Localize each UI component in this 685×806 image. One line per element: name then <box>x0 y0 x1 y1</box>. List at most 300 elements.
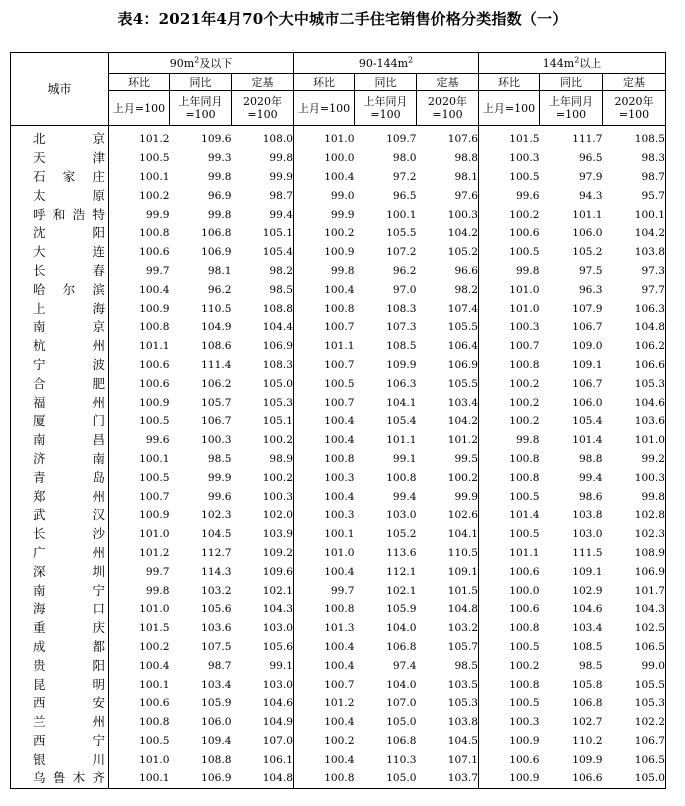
index-value: 103.5 <box>417 675 479 694</box>
index-value: 105.5 <box>603 675 666 694</box>
city-name: 乌鲁木齐 <box>11 769 109 788</box>
index-value: 101.2 <box>139 546 170 559</box>
city-name: 广州 <box>11 544 109 563</box>
index-value: 100.2 <box>509 659 540 672</box>
index-value: 106.7 <box>201 415 232 428</box>
index-value: 106.0 <box>572 227 603 240</box>
index-value: 108.3 <box>232 356 294 375</box>
index-value: 100.8 <box>509 471 540 484</box>
index-value: 103.4 <box>201 678 232 691</box>
index-value: 97.4 <box>392 659 417 672</box>
index-value: 98.5 <box>417 656 479 675</box>
index-value: 102.1 <box>386 584 417 597</box>
index-value: 106.7 <box>603 732 666 751</box>
table-row <box>11 205 666 224</box>
index-value: 99.3 <box>207 152 232 165</box>
index-value: 105.3 <box>603 694 666 713</box>
index-value: 98.1 <box>417 168 479 187</box>
index-value: 105.4 <box>232 243 294 262</box>
index-value: 109.6 <box>232 562 294 581</box>
index-value: 114.3 <box>201 565 232 578</box>
index-value: 100.2 <box>509 377 540 390</box>
index-value: 96.9 <box>207 189 232 202</box>
index-value: 108.5 <box>572 640 603 653</box>
index-value: 101.2 <box>139 133 170 146</box>
index-value: 109.0 <box>572 340 603 353</box>
index-value: 100.2 <box>232 431 294 450</box>
index-value: 106.0 <box>572 396 603 409</box>
index-value: 100.1 <box>139 452 170 465</box>
index-value: 110.5 <box>417 544 479 563</box>
index-value: 97.7 <box>603 280 666 299</box>
index-value: 100.9 <box>139 302 170 315</box>
table-row <box>11 487 666 506</box>
index-value: 100.4 <box>324 640 355 653</box>
index-value: 104.8 <box>603 318 666 337</box>
index-value: 101.1 <box>572 208 603 221</box>
index-value: 100.2 <box>139 640 170 653</box>
index-value: 106.7 <box>572 377 603 390</box>
index-value: 109.2 <box>232 544 294 563</box>
index-value: 109.6 <box>201 133 232 146</box>
index-value: 105.6 <box>232 638 294 657</box>
table-row <box>11 243 666 262</box>
index-value: 108.3 <box>386 302 417 315</box>
index-value: 105.2 <box>572 246 603 259</box>
index-value: 100.8 <box>294 769 355 788</box>
index-value: 100.1 <box>603 205 666 224</box>
index-value: 101.0 <box>324 133 355 146</box>
index-value: 100.7 <box>324 396 355 409</box>
city-name: 太原 <box>11 186 109 205</box>
city-name: 上海 <box>11 299 109 318</box>
table-row <box>11 544 666 563</box>
index-value: 97.2 <box>392 170 417 183</box>
header-sub-0: 环比 <box>479 74 540 91</box>
index-value: 98.6 <box>578 490 603 503</box>
index-value: 104.2 <box>603 224 666 243</box>
index-value: 98.3 <box>603 149 666 168</box>
index-value: 106.2 <box>201 377 232 390</box>
index-value: 103.0 <box>386 509 417 522</box>
index-value: 99.8 <box>515 434 540 447</box>
index-value: 100.6 <box>509 565 540 578</box>
table-header <box>11 53 666 126</box>
index-value: 98.2 <box>232 262 294 281</box>
index-value: 99.6 <box>515 189 540 202</box>
index-value: 107.9 <box>572 302 603 315</box>
index-value: 100.8 <box>324 452 355 465</box>
index-value: 100.5 <box>509 490 540 503</box>
index-value: 96.5 <box>578 152 603 165</box>
index-value: 99.9 <box>330 208 355 221</box>
index-value: 98.1 <box>207 264 232 277</box>
index-value: 100.3 <box>509 716 540 729</box>
table-row <box>11 675 666 694</box>
index-value: 101.4 <box>572 434 603 447</box>
index-value: 100.2 <box>232 468 294 487</box>
index-value: 109.9 <box>572 753 603 766</box>
table-row <box>11 337 666 356</box>
index-value: 109.1 <box>572 565 603 578</box>
index-value: 95.7 <box>603 186 666 205</box>
index-value: 103.2 <box>417 619 479 638</box>
index-value: 99.8 <box>603 487 666 506</box>
index-value: 104.3 <box>232 600 294 619</box>
index-value: 100.8 <box>139 321 170 334</box>
index-value: 102.6 <box>417 506 479 525</box>
table-row <box>11 393 666 412</box>
index-value: 108.8 <box>232 299 294 318</box>
index-value: 108.9 <box>603 544 666 563</box>
index-value: 107.3 <box>386 321 417 334</box>
index-value: 96.5 <box>392 189 417 202</box>
index-value: 104.4 <box>232 318 294 337</box>
index-value: 100.4 <box>324 565 355 578</box>
index-value: 112.1 <box>386 565 417 578</box>
index-value: 103.0 <box>232 619 294 638</box>
index-value: 97.5 <box>578 264 603 277</box>
group-header-medium: $90-144m^2$ <box>294 53 479 74</box>
index-value: 100.9 <box>139 509 170 522</box>
index-value: 106.6 <box>540 769 603 788</box>
index-value: 106.5 <box>603 638 666 657</box>
city-name: 贵阳 <box>11 656 109 675</box>
index-value: 106.0 <box>201 716 232 729</box>
index-value: 100.0 <box>324 152 355 165</box>
index-value: 109.1 <box>417 562 479 581</box>
index-value: 106.4 <box>417 337 479 356</box>
header-sub-0: 环比 <box>294 74 355 91</box>
index-value: 97.6 <box>417 186 479 205</box>
index-value: 104.2 <box>417 412 479 431</box>
index-value: 100.5 <box>509 528 540 541</box>
index-value: 100.7 <box>324 358 355 371</box>
index-value: 99.6 <box>145 434 170 447</box>
index-value: 100.4 <box>139 283 170 296</box>
table-row <box>11 374 666 393</box>
index-value: 100.4 <box>324 434 355 447</box>
index-value: 105.8 <box>572 678 603 691</box>
index-value: 100.6 <box>139 697 170 710</box>
city-name: 厦门 <box>11 412 109 431</box>
city-name: 成都 <box>11 638 109 657</box>
index-value: 99.1 <box>232 656 294 675</box>
header-city: 城市 <box>11 53 109 126</box>
index-value: 100.5 <box>139 734 170 747</box>
index-value: 107.1 <box>417 750 479 769</box>
index-value: 94.3 <box>578 189 603 202</box>
city-name: 南昌 <box>11 431 109 450</box>
index-value: 100.8 <box>509 622 540 635</box>
index-value: 104.1 <box>417 525 479 544</box>
index-value: 100.4 <box>324 659 355 672</box>
table-row <box>11 450 666 469</box>
city-name: 青岛 <box>11 468 109 487</box>
index-value: 106.6 <box>603 356 666 375</box>
index-value: 96.2 <box>207 283 232 296</box>
index-value: 107.0 <box>386 697 417 710</box>
header-base-2: 2020年 =100 <box>232 91 294 126</box>
index-value: 105.5 <box>417 318 479 337</box>
index-value: 99.8 <box>330 264 355 277</box>
index-value: 104.3 <box>603 600 666 619</box>
index-value: 102.7 <box>572 716 603 729</box>
city-name: 深圳 <box>11 562 109 581</box>
table-row <box>11 186 666 205</box>
index-value: 105.1 <box>232 412 294 431</box>
index-value: 99.9 <box>145 208 170 221</box>
index-value: 106.3 <box>386 377 417 390</box>
city-name: 宁波 <box>11 356 109 375</box>
index-value: 102.1 <box>232 581 294 600</box>
index-value: 101.1 <box>386 434 417 447</box>
header-sub-2: 定基 <box>417 74 479 91</box>
index-value: 98.5 <box>207 452 232 465</box>
city-name: 兰州 <box>11 713 109 732</box>
index-value: 101.3 <box>324 622 355 635</box>
city-name: 海口 <box>11 600 109 619</box>
city-name: 长沙 <box>11 525 109 544</box>
header-base-2: 2020年 =100 <box>603 91 666 126</box>
table-row <box>11 525 666 544</box>
index-value: 99.0 <box>603 656 666 675</box>
index-value: 99.8 <box>207 170 232 183</box>
index-value: 106.5 <box>603 750 666 769</box>
table-row <box>11 356 666 375</box>
index-value: 104.6 <box>603 393 666 412</box>
index-value: 99.7 <box>330 584 355 597</box>
index-value: 109.1 <box>572 358 603 371</box>
index-value: 99.8 <box>515 264 540 277</box>
index-value: 105.5 <box>386 227 417 240</box>
index-value: 102.3 <box>603 525 666 544</box>
index-value: 100.6 <box>139 377 170 390</box>
index-value: 104.0 <box>386 622 417 635</box>
index-value: 104.0 <box>386 678 417 691</box>
table-row <box>11 299 666 318</box>
index-value: 100.0 <box>509 584 540 597</box>
index-value: 100.5 <box>324 377 355 390</box>
index-value: 102.9 <box>572 584 603 597</box>
index-value: 107.6 <box>417 126 479 149</box>
index-value: 104.6 <box>232 694 294 713</box>
index-value: 100.8 <box>386 471 417 484</box>
index-value: 101.1 <box>139 340 170 353</box>
index-value: 100.3 <box>509 321 540 334</box>
city-name: 南宁 <box>11 581 109 600</box>
index-value: 100.4 <box>139 659 170 672</box>
city-name: 杭州 <box>11 337 109 356</box>
index-value: 100.8 <box>139 227 170 240</box>
index-value: 110.3 <box>386 753 417 766</box>
table-row <box>11 280 666 299</box>
index-value: 113.6 <box>386 546 417 559</box>
index-value: 102.3 <box>201 509 232 522</box>
index-value: 102.2 <box>603 713 666 732</box>
index-value: 100.8 <box>509 678 540 691</box>
index-value: 104.9 <box>232 713 294 732</box>
index-value: 98.2 <box>417 280 479 299</box>
index-value: 104.1 <box>386 396 417 409</box>
header-base-2: 2020年 =100 <box>417 91 479 126</box>
index-value: 105.3 <box>417 694 479 713</box>
index-value: 109.4 <box>201 734 232 747</box>
index-value: 100.5 <box>509 170 540 183</box>
city-name: 银川 <box>11 750 109 769</box>
index-value: 101.5 <box>417 581 479 600</box>
index-value: 100.1 <box>139 170 170 183</box>
index-value: 105.5 <box>417 374 479 393</box>
table-row <box>11 262 666 281</box>
index-value: 100.1 <box>324 528 355 541</box>
index-value: 105.9 <box>201 697 232 710</box>
city-name: 天津 <box>11 149 109 168</box>
city-name: 福州 <box>11 393 109 412</box>
index-value: 106.8 <box>386 640 417 653</box>
index-value: 104.2 <box>417 224 479 243</box>
city-name: 郑州 <box>11 487 109 506</box>
index-value: 100.6 <box>509 603 540 616</box>
index-value: 96.3 <box>578 283 603 296</box>
index-value: 100.7 <box>324 678 355 691</box>
index-value: 106.9 <box>170 769 232 788</box>
table-row <box>11 224 666 243</box>
index-value: 99.9 <box>232 168 294 187</box>
index-value: 102.8 <box>603 506 666 525</box>
table-row <box>11 656 666 675</box>
index-value: 102.0 <box>232 506 294 525</box>
index-value: 99.8 <box>232 149 294 168</box>
index-value: 103.8 <box>603 243 666 262</box>
index-value: 106.3 <box>603 299 666 318</box>
index-value: 101.0 <box>139 528 170 541</box>
index-value: 100.2 <box>509 396 540 409</box>
index-value: 100.9 <box>139 396 170 409</box>
index-value: 99.7 <box>145 565 170 578</box>
index-value: 103.0 <box>572 528 603 541</box>
city-name: 北京 <box>11 126 109 149</box>
index-value: 99.8 <box>207 208 232 221</box>
index-value: 108.6 <box>201 340 232 353</box>
index-value: 106.9 <box>232 337 294 356</box>
index-value: 105.9 <box>386 603 417 616</box>
index-value: 103.0 <box>232 675 294 694</box>
index-value: 97.9 <box>578 170 603 183</box>
index-value: 100.5 <box>139 152 170 165</box>
index-value: 100.4 <box>324 283 355 296</box>
index-value: 106.8 <box>201 227 232 240</box>
index-value: 99.9 <box>417 487 479 506</box>
index-value: 111.5 <box>572 546 603 559</box>
index-value: 100.2 <box>324 227 355 240</box>
index-value: 100.9 <box>479 769 540 788</box>
index-value: 106.9 <box>417 356 479 375</box>
index-value: 105.0 <box>355 769 417 788</box>
city-name: 济南 <box>11 450 109 469</box>
index-value: 100.5 <box>509 640 540 653</box>
index-value: 100.7 <box>509 340 540 353</box>
table-row <box>11 412 666 431</box>
index-value: 100.8 <box>509 358 540 371</box>
index-value: 101.4 <box>509 509 540 522</box>
table-row <box>11 600 666 619</box>
index-value: 100.6 <box>509 753 540 766</box>
table-row <box>11 431 666 450</box>
index-value: 99.0 <box>330 189 355 202</box>
index-value: 100.5 <box>509 246 540 259</box>
index-value: 97.0 <box>392 283 417 296</box>
index-value: 99.4 <box>232 205 294 224</box>
index-value: 101.5 <box>139 622 170 635</box>
header-sub-2: 定基 <box>603 74 666 91</box>
index-value: 99.1 <box>392 452 417 465</box>
city-name: 石家庄 <box>11 168 109 187</box>
index-value: 98.7 <box>207 659 232 672</box>
index-value: 104.8 <box>232 769 294 788</box>
table-row <box>11 713 666 732</box>
index-value: 106.8 <box>572 697 603 710</box>
index-value: 100.3 <box>603 468 666 487</box>
header-base-1: 上年同月 =100 <box>170 91 232 126</box>
index-value: 105.3 <box>232 393 294 412</box>
table-row <box>11 619 666 638</box>
city-name: 重庆 <box>11 619 109 638</box>
city-name: 大连 <box>11 243 109 262</box>
header-sub-0: 环比 <box>109 74 170 91</box>
header-base-0: 上月=100 <box>109 91 170 126</box>
table-row <box>11 318 666 337</box>
table-row <box>11 506 666 525</box>
price-index-table <box>10 52 666 789</box>
index-value: 109.9 <box>386 358 417 371</box>
index-value: 106.9 <box>201 246 232 259</box>
index-value: 102.5 <box>603 619 666 638</box>
group-header-large: $144m^2$以上 <box>479 53 666 74</box>
index-value: 108.8 <box>201 753 232 766</box>
index-value: 100.2 <box>324 734 355 747</box>
index-value: 101.0 <box>139 603 170 616</box>
index-value: 101.2 <box>417 431 479 450</box>
index-value: 98.7 <box>232 186 294 205</box>
index-value: 100.5 <box>139 415 170 428</box>
index-value: 103.6 <box>201 622 232 635</box>
header-base-1: 上年同月 =100 <box>355 91 417 126</box>
index-value: 104.9 <box>201 321 232 334</box>
index-value: 100.8 <box>509 452 540 465</box>
index-value: 100.2 <box>139 189 170 202</box>
index-value: 100.3 <box>232 487 294 506</box>
table-row <box>11 562 666 581</box>
index-value: 106.1 <box>232 750 294 769</box>
city-name: 哈尔滨 <box>11 280 109 299</box>
table-row <box>11 694 666 713</box>
index-value: 103.2 <box>201 584 232 597</box>
index-value: 101.1 <box>324 340 355 353</box>
index-value: 96.6 <box>417 262 479 281</box>
city-name: 沈阳 <box>11 224 109 243</box>
index-value: 100.1 <box>109 769 170 788</box>
index-value: 105.1 <box>232 224 294 243</box>
header-sub-1: 同比 <box>540 74 603 91</box>
table-row <box>11 581 666 600</box>
header-base-1: 上年同月 =100 <box>540 91 603 126</box>
header-sub-1: 同比 <box>355 74 417 91</box>
index-value: 103.8 <box>417 713 479 732</box>
index-value: 98.0 <box>392 152 417 165</box>
index-value: 106.8 <box>386 734 417 747</box>
index-value: 107.4 <box>417 299 479 318</box>
